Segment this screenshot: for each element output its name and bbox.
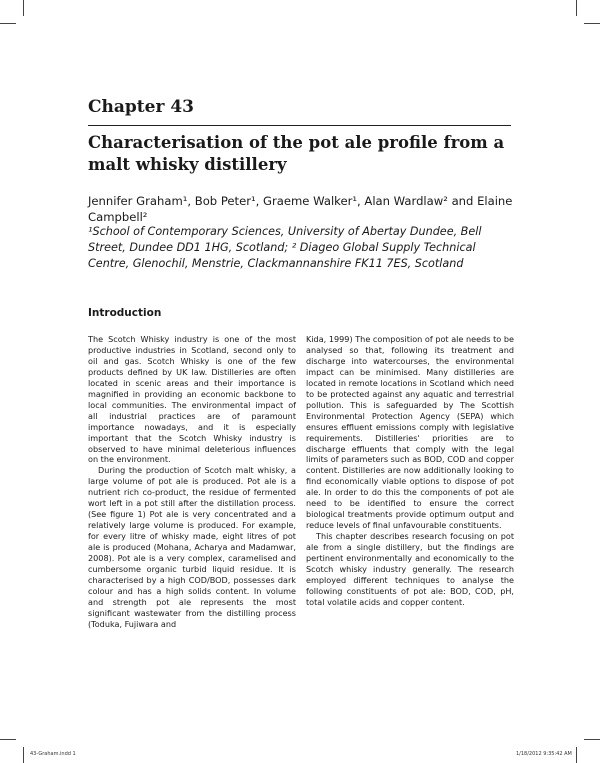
paragraph: This chapter describes research focusing on pot ale from a single distillery, but the findings are pertinent environmentally and economically to the Scotch whisky industry generally. The research employed different techniques to analyse the following constituents of pot ale: BOD, COD, pH, total volatile acids and copper content. [306,531,514,607]
crop-mark-top-left-v [23,0,24,16]
crop-mark-top-right-h [584,23,600,24]
text-column-left [88,334,296,630]
crop-mark-bottom-left-v [23,747,24,763]
paragraph: Kida, 1999) The composition of pot ale needs to be analysed so that, following its treatment and discharge into watercourses, the environmental impact can be minimised. Many distilleries are located in remote locations in Scotland which need to be protected against any aquatic and terrestrial pollution. This is safeguarded by The Scottish Environmental Protection Agency (SEPA) which ensures effluent emissions comply with legislative requirements. Distilleries' priorities are to discharge effluents that comply with the legal limits of parameters such as BOD, COD and copper content. Distilleries are now additionally looking to find economically viable options to dispose of pot ale. In order to do this the components of pot ale need to be identified to ensure the correct biological treatments provide optimum output and reduce levels of final unfavourable constituents. [306,334,514,531]
footer-timestamp: 1/18/2012 9:35:42 AM [516,751,572,757]
crop-mark-top-right-v [576,0,577,16]
crop-mark-bottom-right-h [584,739,600,740]
title-rule [88,125,511,126]
crop-mark-bottom-left-h [0,739,16,740]
crop-mark-top-left-h [0,23,16,24]
paragraph: The Scotch Whisky industry is one of the most productive industries in Scotland, second only to oil and gas. Scotch Whisky is one of the few products defined by UK law. Distilleries are often located in scenic areas and their importance is magnified in providing an economic backbone to local communities. The environmental impact of all industrial practices are of paramount importance nowadays, and it is especially important that the Scotch Whisky industry is observed to have minimal deleterious influences on the environment. [88,334,296,465]
crop-mark-bottom-right-v [576,747,577,763]
text-column-right [306,334,514,608]
affiliations: ¹School of Contemporary Sciences, University of Abertay Dundee, Bell Street, Dundee DD1 1HG, Scotland; ² Diageo Global Supply Technical Centre, Glenochil, Menstrie, Clackmannanshire FK11 7ES, Scotland [88,225,482,270]
footer-file-slug: 43-Graham.indd 1 [30,751,76,757]
author-list: Jennifer Graham¹, Bob Peter¹, Graeme Walker¹, Alan Wardlaw² and Elaine Campbell² [88,194,513,224]
section-heading: Introduction [88,307,162,319]
chapter-title: Characterisation of the pot ale profile from a malt whisky distillery [88,133,505,174]
paragraph: During the production of Scotch malt whisky, a large volume of pot ale is produced. Pot ale is a nutrient rich co-product, the residue of fermented wort left in a pot still after the distillation process. (See figure 1) Pot ale is very concentrated and a relatively large volume is produced. For example, for every litre of whisky made, eight litres of pot ale is produced (Mohana, Acharya and Madamwar, 2008). Pot ale is a very complex, caramelised and cumbersome organic turbid liquid residue. It is characterised by a high COD/BOD, possesses dark colour and has a high solids content. In volume and strength pot ale represents the most significant wastewater from the distilling process (Toduka, Fujiwara and [88,465,296,629]
chapter-label: Chapter 43 [88,97,194,117]
